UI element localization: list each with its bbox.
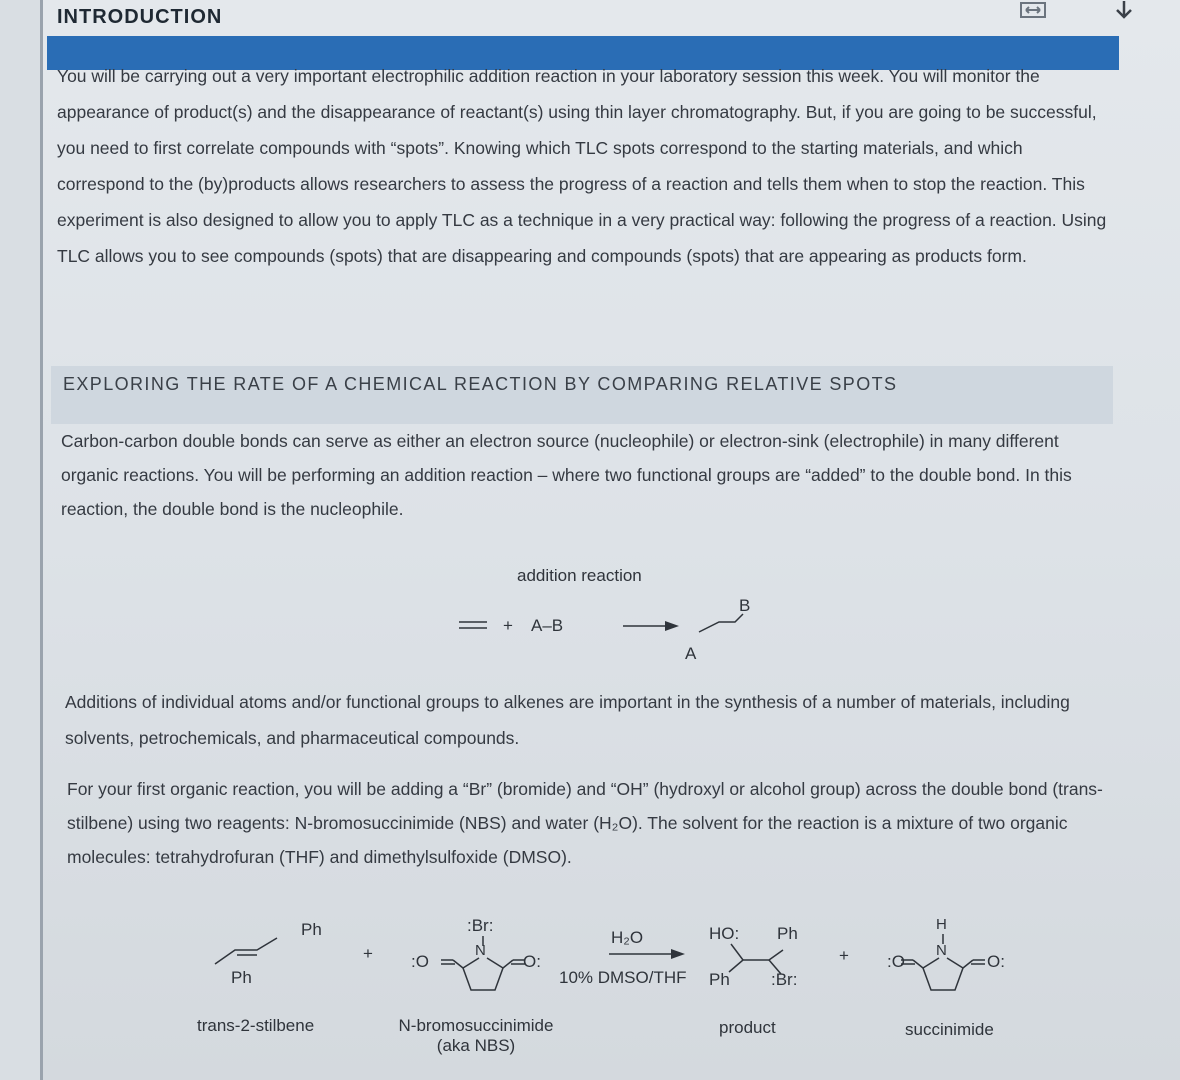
product-ph-bottom: Ph xyxy=(709,970,730,989)
section-title: EXPLORING THE RATE OF A CHEMICAL REACTION BY COMPARING RELATIVE SPOTS xyxy=(63,374,898,394)
solvent-label: 10% DMSO/THF xyxy=(559,968,687,987)
nbs-br: :Br: xyxy=(467,916,494,935)
expand-icon[interactable] xyxy=(1019,0,1047,26)
nbs-o-left: :O xyxy=(411,952,429,971)
bromohydrin-scheme xyxy=(183,912,1003,1072)
atom-a: A xyxy=(685,644,697,663)
succinimide-n: N xyxy=(936,942,947,959)
label-trans-stilbene: trans-2-stilbene xyxy=(197,1016,315,1035)
succinimide-o-left: :O xyxy=(887,952,905,971)
label-nbs-line1: N-bromosuccinimide xyxy=(398,1016,554,1035)
stilbene-ph-top: Ph xyxy=(301,920,322,939)
nbs-o-right: O: xyxy=(523,952,541,971)
plus-sign-1: + xyxy=(363,944,373,963)
succinimide-h: H xyxy=(936,916,947,933)
addition-reaction-scheme xyxy=(453,566,753,666)
label-product: product xyxy=(719,1018,776,1037)
product-ph-top: Ph xyxy=(777,924,798,943)
section-paragraph-1: Carbon-carbon double bonds can serve as either an electron source (nucleophile) or electron-sink (electrophile) in many different organic reactions. You will be performing an addition reaction – where two functional groups are “added” to the double bond. In this reaction, the double bond is the nucleophile. xyxy=(61,431,1072,519)
section-paragraph-2: Additions of individual atoms and/or functional groups to alkenes are important in the synthesis of a number of materials, including solvents, petrochemicals, and pharmaceutical compounds. xyxy=(65,692,1070,748)
product-br: :Br: xyxy=(771,970,798,989)
label-succinimide: succinimide xyxy=(905,1020,994,1039)
scheme-title: addition reaction xyxy=(517,566,642,585)
plus-sign-2: + xyxy=(839,946,849,965)
intro-paragraph: You will be carrying out a very important electrophilic addition reaction in your laboratory session this week. You will monitor the appearance of product(s) and the disappearance of reactant(s) using thin layer chromatography. But, if you are going to be successful, you need to first correlate compounds with “spots”. Knowing which TLC spots correspond to the starting materials, and which correspond to the (by)products allows researchers to assess the progress of a reaction and tells them when to stop the reaction. This experiment is also designed to allow you to apply TLC as a technique in a very practical way: following the progress of a reaction. Using TLC allows you to see compounds (spots) that are disappearing and compounds (spots) that are appearing as products form. xyxy=(57,66,1107,266)
label-nbs xyxy=(391,1016,561,1056)
product-ho: HO: xyxy=(709,924,740,943)
plus-sign: + xyxy=(503,616,513,635)
succinimide-o-right: O: xyxy=(987,952,1005,971)
stilbene-ph-bottom: Ph xyxy=(231,968,252,987)
intro-title: INTRODUCTION xyxy=(57,6,223,28)
reagent-water: H₂O xyxy=(611,928,644,947)
reagent-ab: A–B xyxy=(531,616,564,635)
section-header-bar xyxy=(51,366,1113,424)
nbs-n: N xyxy=(475,942,486,959)
section-paragraph-3: For your first organic reaction, you will be adding a “Br” (bromide) and “OH” (hydroxyl or alcohol group) across the double bond (trans-stilbene) using two reagents: N-bromosuccinimide (NBS) and water (H₂O). The solvent for the reaction is a mixture of two organic molecules: tetrahydrofuran (THF) and dimethylsulfoxide (DMSO). xyxy=(67,779,1103,867)
label-nbs-line2: (aka NBS) xyxy=(436,1036,516,1055)
document-page xyxy=(40,0,1180,1080)
arrow-down-icon[interactable] xyxy=(1113,0,1135,26)
atom-b: B xyxy=(739,596,751,615)
